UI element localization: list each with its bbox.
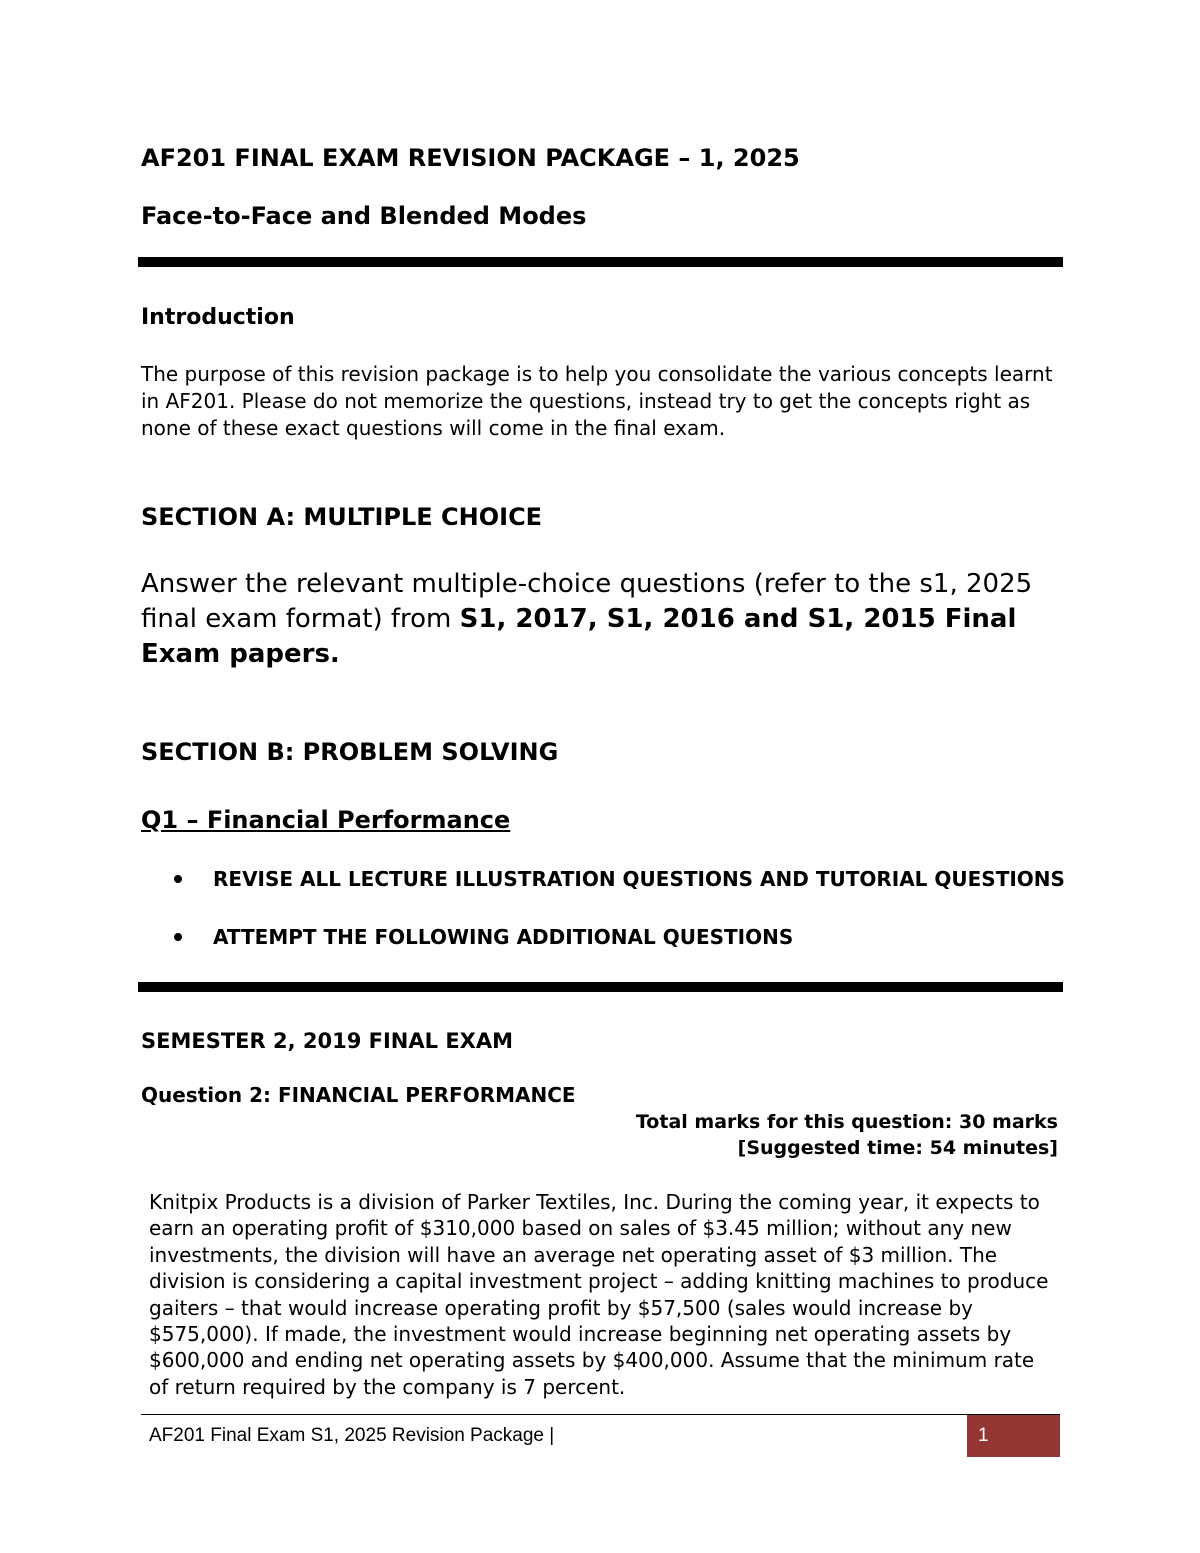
section-b-heading: SECTION B: PROBLEM SOLVING [141,738,559,766]
top-divider [138,257,1063,267]
list-item [172,922,1052,952]
q1-heading: Q1 – Financial Performance [141,806,511,834]
page-number: 1 [978,1425,989,1446]
section-a-paragraph [141,567,1061,672]
document-subtitle: Face-to-Face and Blended Modes [141,202,587,230]
question-body: Knitpix Products is a division of Parker Textiles, Inc. During the coming year, it expects to earn an operating profit of $310,000 based on sales of $3.45 million; without any new investments, the division will have an average net operating asset of $3 million. The division is considering a capital investment project – adding knitting machines to produce gaiters – that would increase operating profit by $57,500 (sales would increase by $575,000). If made, the investment would increase beginning net operating assets by $600,000 and ending net operating assets by $400,000. Assume that the minimum rate of return required by the company is 7 percent. [149,1190,1049,1399]
section-a-bold-text: S1, 2017, S1, 2016 and S1, 2015 Final Exam papers. [141,604,1017,669]
instruction-list [172,864,1065,980]
list-item-text: ATTEMPT THE FOLLOWING ADDITIONAL QUESTIONS [213,925,794,949]
list-item-text: REVISE ALL LECTURE ILLUSTRATION QUESTIONS AND TUTORIAL QUESTIONS [213,867,1065,891]
section-a-heading: SECTION A: MULTIPLE CHOICE [141,503,543,531]
bullet-icon [174,933,182,941]
footer-text: AF201 Final Exam S1, 2025 Revision Package | [149,1425,555,1446]
intro-heading: Introduction [141,305,295,330]
question-label: Question 2: FINANCIAL PERFORMANCE [141,1083,576,1107]
footer-divider [141,1414,1060,1415]
section-a-text: Answer the relevant multiple-choice questions (refer to the s1, 2025 final exam format) from [141,569,1033,634]
intro-paragraph: The purpose of this revision package is to help you consolidate the various concepts learnt in AF201. Please do not memorize the questions, instead try to get the concepts right as none of these exact questions will come in the final exam. [141,362,1053,440]
total-marks: Total marks for this question: 30 marks [635,1111,1058,1133]
semester-heading: SEMESTER 2, 2019 FINAL EXAM [141,1029,514,1053]
document-title: AF201 FINAL EXAM REVISION PACKAGE – 1, 2025 [141,144,800,172]
list-item [172,864,1065,894]
middle-divider [138,982,1063,992]
bullet-icon [174,875,182,883]
suggested-time: [Suggested time: 54 minutes] [737,1137,1058,1159]
